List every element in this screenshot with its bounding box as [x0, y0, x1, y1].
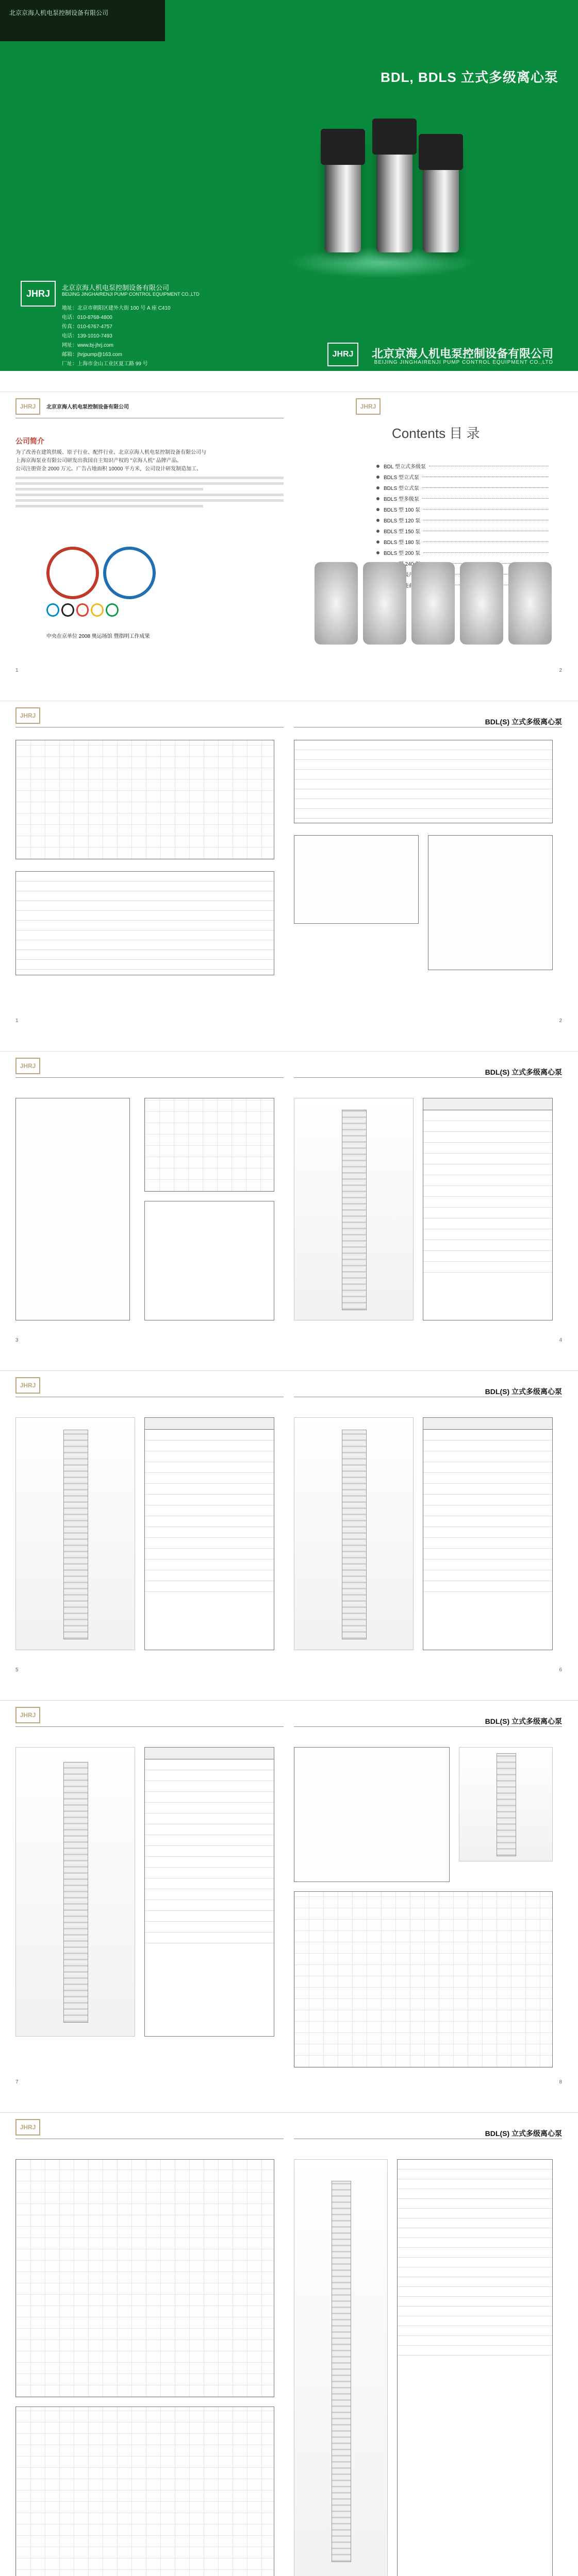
- parts-table: [423, 1098, 553, 1320]
- text-placeholder: [15, 477, 284, 479]
- page-number: 7: [15, 2079, 19, 2085]
- intro-title: 公司简介: [15, 437, 44, 445]
- pump-motor: [419, 134, 463, 170]
- product-gallery: [315, 562, 552, 645]
- contents-item[interactable]: BDLS 型 150 泵: [376, 527, 552, 535]
- performance-curve-chart: [15, 2159, 274, 2397]
- page-number: 4: [559, 1337, 562, 1343]
- specification-text: [15, 1098, 130, 1320]
- text-placeholder: [15, 505, 203, 507]
- beijing-logo: [46, 547, 99, 599]
- structure-page-left: [15, 1371, 284, 1680]
- performance-range-chart: [15, 740, 274, 859]
- olympic-logos: [36, 547, 222, 629]
- model-table: [294, 740, 553, 823]
- header-rule: [294, 1726, 562, 1727]
- contact-line: 厂址：上海市金山工业区夏工路 99 号: [62, 361, 148, 367]
- page-number: 2: [559, 668, 562, 673]
- cover-right-company: 北京京海人机电泵控制设备有限公司: [371, 347, 553, 360]
- series-title: BDL(S) 立式多级离心泵: [485, 1717, 562, 1725]
- spread-structure-2: [0, 1370, 578, 1680]
- company-logo: JHRJ: [21, 281, 56, 307]
- contents-item[interactable]: BDLS 型 180 泵: [376, 538, 552, 546]
- contents-item[interactable]: BDL 型立式多级泵: [376, 462, 552, 470]
- page-number: 3: [15, 1337, 19, 1343]
- cover-company-en: BEIJING JINGHAIRENJI PUMP CONTROL EQUIPMENT CO.,LTD: [62, 292, 200, 297]
- installation-diagram: [459, 1747, 553, 1861]
- page-number: 1: [15, 1018, 19, 1024]
- contact-line: 传真：010-6767-4757: [62, 324, 112, 330]
- series-title: BDL(S) 立式多级离心泵: [485, 1387, 562, 1396]
- parts-table: [144, 1747, 274, 2037]
- product-photo: [363, 562, 406, 645]
- paralympic-logo: [103, 547, 156, 599]
- small-logo: JHRJ: [15, 1707, 40, 1723]
- contact-line: 电话：010-8768-4800: [62, 315, 112, 320]
- contact-line: 电话：139-1010-7493: [62, 333, 112, 339]
- pump-motor: [321, 129, 365, 165]
- construction-page: [15, 1052, 284, 1350]
- contents-item[interactable]: BDLS 型立式泵: [376, 484, 552, 492]
- structure-page-3: [15, 1701, 284, 2092]
- cover-contact-info: [62, 304, 171, 369]
- spread-dimensions: [0, 2112, 578, 2576]
- company-logo: JHRJ: [327, 343, 358, 366]
- performance-curve-chart: [15, 2406, 274, 2576]
- contents-item[interactable]: BDLS 型 100 泵: [376, 505, 552, 513]
- performance-curve-chart: [294, 1891, 553, 2067]
- spread-curves: [0, 1700, 578, 2092]
- contact-line: 邮箱：jhrjpump@163.com: [62, 352, 122, 358]
- spread-construction: [0, 1051, 578, 1350]
- olympic-rings: [46, 603, 119, 616]
- intro-page: [15, 392, 284, 681]
- page-number: 6: [559, 1667, 562, 1673]
- page-number: 2: [559, 1018, 562, 1024]
- spec-table: [144, 1201, 274, 1320]
- intro-text: [15, 449, 284, 511]
- parts-table: [144, 1417, 274, 1650]
- header-rule: [15, 1726, 284, 1727]
- contents-item[interactable]: BDLS 型 120 泵: [376, 516, 552, 524]
- text-placeholder: [15, 488, 203, 490]
- performance-page: [15, 701, 284, 1031]
- header-rule: [294, 1077, 562, 1078]
- spread-intro: [0, 392, 578, 681]
- contact-line: 地址：北京市朝阳区建外大街 100 号 A 座 C410: [62, 306, 171, 311]
- curve-page: [294, 1701, 562, 2092]
- small-logo: JHRJ: [15, 1058, 40, 1074]
- series-title: BDL(S) 立式多级离心泵: [485, 718, 562, 726]
- parts-table: [423, 1417, 553, 1650]
- page-header-company: 北京京海人机电泵控制设备有限公司: [46, 404, 129, 410]
- model-page: [294, 701, 562, 1031]
- contents-item[interactable]: 性能曲线: [376, 581, 552, 589]
- product-photo: [508, 562, 552, 645]
- small-logo: JHRJ: [15, 398, 40, 415]
- cover-right-company-en: BEIJING JINGHAIRENJI PUMP CONTROL EQUIPMENT CO.,LTD: [374, 360, 553, 365]
- dimension-table: [397, 2159, 553, 2576]
- model-code-diagram: [294, 835, 419, 924]
- pump-structure-diagram: [294, 1417, 414, 1650]
- series-title: BDL(S) 立式多级离心泵: [485, 1068, 562, 1076]
- page-number: 5: [15, 1667, 19, 1673]
- series-title: BDL(S) 立式多级离心泵: [485, 2129, 562, 2138]
- small-logo: JHRJ: [356, 398, 381, 415]
- product-photo: [460, 562, 503, 645]
- cover-company-name: 北京京海人机电泵控制设备有限公司: [62, 284, 170, 292]
- contents-item[interactable]: BDLS 型立式泵: [376, 473, 552, 481]
- cover-top-text: 北京京海人机电泵控制设备有限公司: [9, 9, 109, 16]
- product-range-table: [15, 871, 274, 975]
- olympic-caption: 中央在京单位 2008 奥运场馆 暨指明工作成果: [46, 634, 150, 639]
- small-logo: JHRJ: [15, 1377, 40, 1394]
- spread-performance: [0, 701, 578, 1031]
- application-text: [428, 835, 553, 970]
- structure-page-right: [294, 1371, 562, 1680]
- text-placeholder: [15, 494, 284, 496]
- chart-grid: [16, 740, 274, 859]
- pump-structure-diagram: [294, 1098, 414, 1320]
- pump-structure-diagram: [15, 1747, 135, 2037]
- contact-line: 网址：www.bj-jhrj.com: [62, 343, 114, 348]
- curve-page-left: [15, 2113, 284, 2576]
- header-rule: [15, 1077, 284, 1078]
- contents-item[interactable]: 240: [376, 560, 552, 567]
- intro-line: 上海京海泵业有限公司研发出我国自主知识产权的 "京海人机" 品牌产品。: [15, 458, 182, 464]
- cover: [0, 0, 578, 371]
- pump-structure-diagram: [15, 1417, 135, 1650]
- structure-page: [294, 1052, 562, 1350]
- intro-line: 为了改善在建筑供暖、原子行业、配件行业、北京京海人机电泵控制设备有限公司与: [15, 450, 206, 455]
- product-photo: [411, 562, 455, 645]
- page-number: 8: [559, 2079, 562, 2085]
- dimension-diagram: [294, 2159, 388, 2576]
- cover-title: BDL, BDLS 立式多级离心泵: [381, 70, 558, 85]
- contents-title: Contents 目 录: [392, 426, 480, 441]
- pump-photo: [268, 108, 485, 278]
- product-photo: [315, 562, 358, 645]
- installation-text: [294, 1747, 450, 1882]
- intro-line: 公司注册资金 2000 万元。广告占地面积 10000 平方米，公司设计研发制造加工、: [15, 466, 202, 472]
- text-placeholder: [15, 499, 284, 502]
- page-number: 1: [15, 668, 19, 673]
- contents-item[interactable]: BDLS 型 200 泵: [376, 549, 552, 556]
- dimension-page: [294, 2113, 562, 2576]
- contents-item[interactable]: 安装尺寸: [376, 570, 552, 578]
- text-placeholder: [15, 482, 284, 485]
- contents-page: [294, 392, 562, 681]
- contents-item[interactable]: BDLS 型多级泵: [376, 495, 552, 502]
- operating-chart: [144, 1098, 274, 1192]
- small-logo: JHRJ: [15, 707, 40, 724]
- pump-motor: [372, 118, 417, 155]
- cover-top-band: [0, 0, 165, 41]
- small-logo: JHRJ: [15, 2119, 40, 2136]
